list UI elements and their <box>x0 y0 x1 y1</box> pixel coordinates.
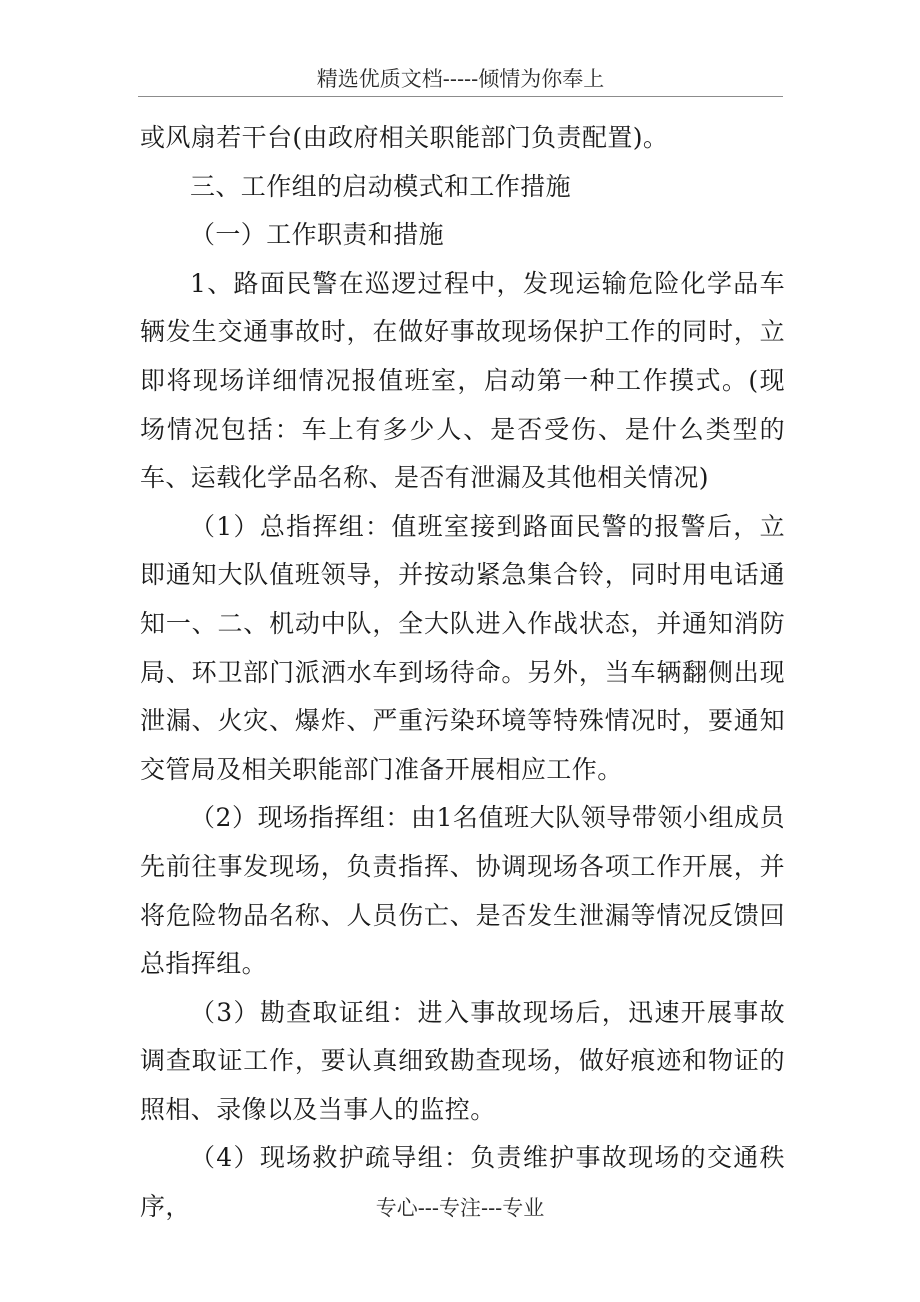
paragraph-investigation: （3）勘查取证组：进入事故现场后，迅速开展事故调查取证工作，要认真细致勘查现场，做好痕迹和物证的照相、录像以及当事人的监控。 <box>140 997 785 1124</box>
paragraph-continuation: 或风扇若干台(由政府相关职能部门负责配置)。 <box>140 123 669 152</box>
paragraph-rescue-guidance: （4）现场救护疏导组：负责维护事故现场的交通秩序， <box>140 1143 785 1222</box>
paragraph-command-group: （1）总指挥组：值班室接到路面民警的报警后，立即通知大队值班领导，并按动紧急集合铃，同时用电话通知一、二、机动中队，全大队进入作战状态，并通知消防局、环卫部门派洒水车到场待命。另外，当车辆翻侧出现泄漏、火灾、爆炸、严重污染环境等特殊情况时，要通知交管局及相关职能部门准备开展相应工作。 <box>140 511 785 784</box>
document-body <box>140 114 785 1232</box>
paragraph-onsite-command: （2）现场指挥组：由1名值班大队领导带领小组成员先前往事发现场，负责指挥、协调现场各项工作开展，并将危险物品名称、人员伤亡、是否发生泄漏等情况反馈回总指挥组。 <box>140 803 785 979</box>
page-header: 精选优质文档-----倾情为你奉上 <box>138 62 783 97</box>
page-footer: 专心---专注---专业 <box>375 1196 545 1220</box>
subsection-heading: （一）工作职责和措施 <box>190 220 445 250</box>
paragraph-item-1: 1、路面民警在巡逻过程中，发现运输危险化学品车辆发生交通事故时，在做好事故现场保护工作的同时，立即将现场详细情况报值班室，启动第一种工作摸式。(现场情况包括：车上有多少人、是否受伤、是什么类型的车、运载化学品名称、是否有泄漏及其他相关情况) <box>140 268 785 493</box>
section-heading: 三、工作组的启动模式和工作措施 <box>190 171 572 201</box>
